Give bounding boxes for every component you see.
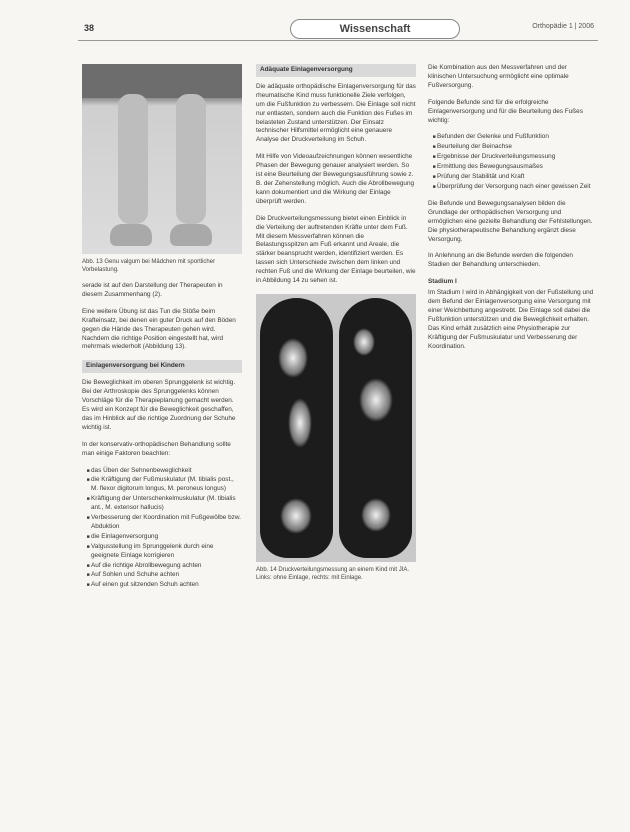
col1-paragraph-1: serade ist auf den Darstellung der Therapeuten in diesem Zusammenhang (2). <box>82 282 223 298</box>
col3-paragraph-5: Im Stadium I wird in Abhängigkeit von der Fußstellung und dem Befund der Einlagenversorgung eine Versorgung mit einer Weichbettung angestrebt. Die Einlage soll dabei die Fußfunktion unterstützen und die Beweglichkeit erhalten. Das Kind erhält zusätzlich eine Physiotherapie zur Kräftigung der Fußmuskulatur und Verbesserung der Koordination. <box>428 289 594 350</box>
col1-paragraph-3: Die Beweglichkeit im oberen Sprunggelenk ist wichtig. Bei der Arthroskopie des Sprunggelenks können Vorschläge für die Therapieplanung gemacht werden. Es wird ein Konzept für die Beweglichkeit geschaffen, das im Hinblick auf die richtige Zuordnung der Schuhe wichtig ist. <box>82 379 236 431</box>
pressure-blob <box>278 338 308 378</box>
list-item: • Ergebnisse der Druckverteilungsmessung <box>437 153 596 162</box>
list-item: • Valgusstellung im Sprunggelenk durch eine geeignete Einlage korrigieren <box>91 543 242 561</box>
col3-paragraph-4: In Anlehnung an die Befunde werden die folgenden Stadien der Behandlung unterschieden. <box>428 252 573 269</box>
column-1 <box>82 64 242 598</box>
list-item: • die Kräftigung der Fußmuskulatur (M. tibialis post., M. flexor digitorum longus, M. peroneus longus) <box>91 476 242 494</box>
list-item: • Befunden der Gelenke und Fußfunktion <box>437 133 596 142</box>
col3-list <box>428 133 596 191</box>
col3-paragraph-3: Die Befunde und Bewegungsanalysen bilden die Grundlage der orthopädischen Versorgung und ermöglichen eine gezielte Behandlung der Fehlstellungen. Die physiotherapeutische Behandlung ergänzt diese Versorgung. <box>428 199 593 243</box>
col3-paragraph-1: Die Kombination aus den Messverfahren und der klinischen Untersuchung ermöglicht eine optimale Fußversorgung. <box>428 64 569 89</box>
col1-box-heading: Einlagenversorgung bei Kindern <box>82 360 242 373</box>
list-item: • Auf Sohlen und Schuhe achten <box>91 571 242 580</box>
col3-subheading: Stadium I <box>428 278 457 286</box>
pressure-sole-right <box>339 298 412 558</box>
col1-paragraph-4: In der konservativ-orthopädischen Behandlung sollte man einige Faktoren beachten: <box>82 440 231 457</box>
col3-paragraph-2: Folgende Befunde sind für die erfolgreiche Einlagenversorgung und für die Beurteilung des Fußes wichtig: <box>428 98 583 124</box>
photo-foot-left <box>110 224 152 246</box>
list-item: • Beurteilung der Beinachse <box>437 143 596 152</box>
column-3 <box>428 64 596 359</box>
col2-box-heading: Adäquate Einlagenversorgung <box>256 64 416 77</box>
list-item: • Verbesserung der Koordination mit Fußgewölbe bzw. Abduktion <box>91 514 242 532</box>
section-title: Wissenschaft <box>290 19 460 39</box>
figure-14-caption: Abb. 14 Druckverteilungsmessung an einem Kind mit JIA. Links: ohne Einlage, rechts: mit Einlage. <box>256 566 410 581</box>
photo-shorts <box>82 64 242 98</box>
list-item: • Auf einen gut sitzenden Schuh achten <box>91 581 242 590</box>
list-item: • die Einlagenversorgung <box>91 533 242 542</box>
list-item: • Ermittlung des Bewegungsausmaßes <box>437 163 596 172</box>
col2-paragraph-3: Die Druckverteilungsmessung bietet einen Einblick in die Verteilung der auftretenden Kräfte unter dem Fuß. Mit diesem Messverfahren können die Belastungsspitzen am Fuß erkannt und Areale, die stärker beansprucht werden, identifiziert werden. Es lassen sich Unterschiede zwischen dem linken und rechten Fuß und die Wirkung der Einlage beurteilen, wie in Abbildung 14 zu sehen ist. <box>256 214 416 285</box>
header-rule <box>78 40 598 41</box>
col2-paragraph-1: Die adäquate orthopädische Einlagenversorgung für das rheumatische Kind muss funktionelle Ziele verfolgen, um die Fußfunktion zu verbessern. Die Einlage soll nicht nur entlasten, sondern auch die Funktion des Fußes im belasteten Zustand unterstützen. Der Einsatz technischer Hilfsmittel ermöglicht eine genauere Analyse der Druckverteilung im Schuh. <box>256 82 416 144</box>
photo-leg-right <box>176 94 206 224</box>
pressure-blob <box>353 328 375 356</box>
column-2 <box>256 64 416 590</box>
figure-13-caption: Abb. 13 Genu valgum bei Mädchen mit sportlicher Vorbelastung. <box>82 259 216 273</box>
list-item: • Kräftigung der Unterschenkelmuskulatur (M. tibialis ant., M. extensor hallucis) <box>91 495 242 513</box>
pressure-sole-left <box>260 298 333 558</box>
pressure-blob <box>359 378 393 422</box>
page-header <box>78 18 598 40</box>
list-item: • Auf die richtige Abrollbewegung achten <box>91 562 242 571</box>
pressure-blob <box>280 498 312 534</box>
col1-paragraph-2: Eine weitere Übung ist das Tun die Stöße beim Krafteinsatz, bei denen ein guter Druck auf den Böden gegen die Hände des Therapeuten gehen wird. Nachdem die richtige Position eingestellt hat, wird mehrmals wiederholt (Abbildung 13). <box>82 307 236 351</box>
list-item: • Überprüfung der Versorgung nach einer gewissen Zeit <box>437 183 596 192</box>
list-item: • Prüfung der Stabilität und Kraft <box>437 173 596 182</box>
page-number: 38 <box>84 23 95 33</box>
col1-list <box>82 467 242 591</box>
issue-label: Orthopädie 1 | 2006 <box>532 23 594 30</box>
pressure-blob <box>288 398 312 448</box>
list-item: • das Üben der Sehnenbeweglichkeit <box>91 467 242 476</box>
knee-photo <box>82 64 242 254</box>
photo-leg-left <box>118 94 148 224</box>
pressure-map-figure <box>256 294 416 562</box>
col2-paragraph-2: Mit Hilfe von Videoaufzeichnungen können wesentliche Phasen der Bewegung genauer analysiert werden. So ist eine Beurteilung der Bewegungsausführung sowie z. B. der Zehenstellung möglich. Auch die Abrollbewegung kann dokumentiert und die Wirkung der Einlage überprüft werden. <box>256 153 415 205</box>
photo-foot-right <box>170 224 212 246</box>
pressure-blob <box>361 498 391 532</box>
